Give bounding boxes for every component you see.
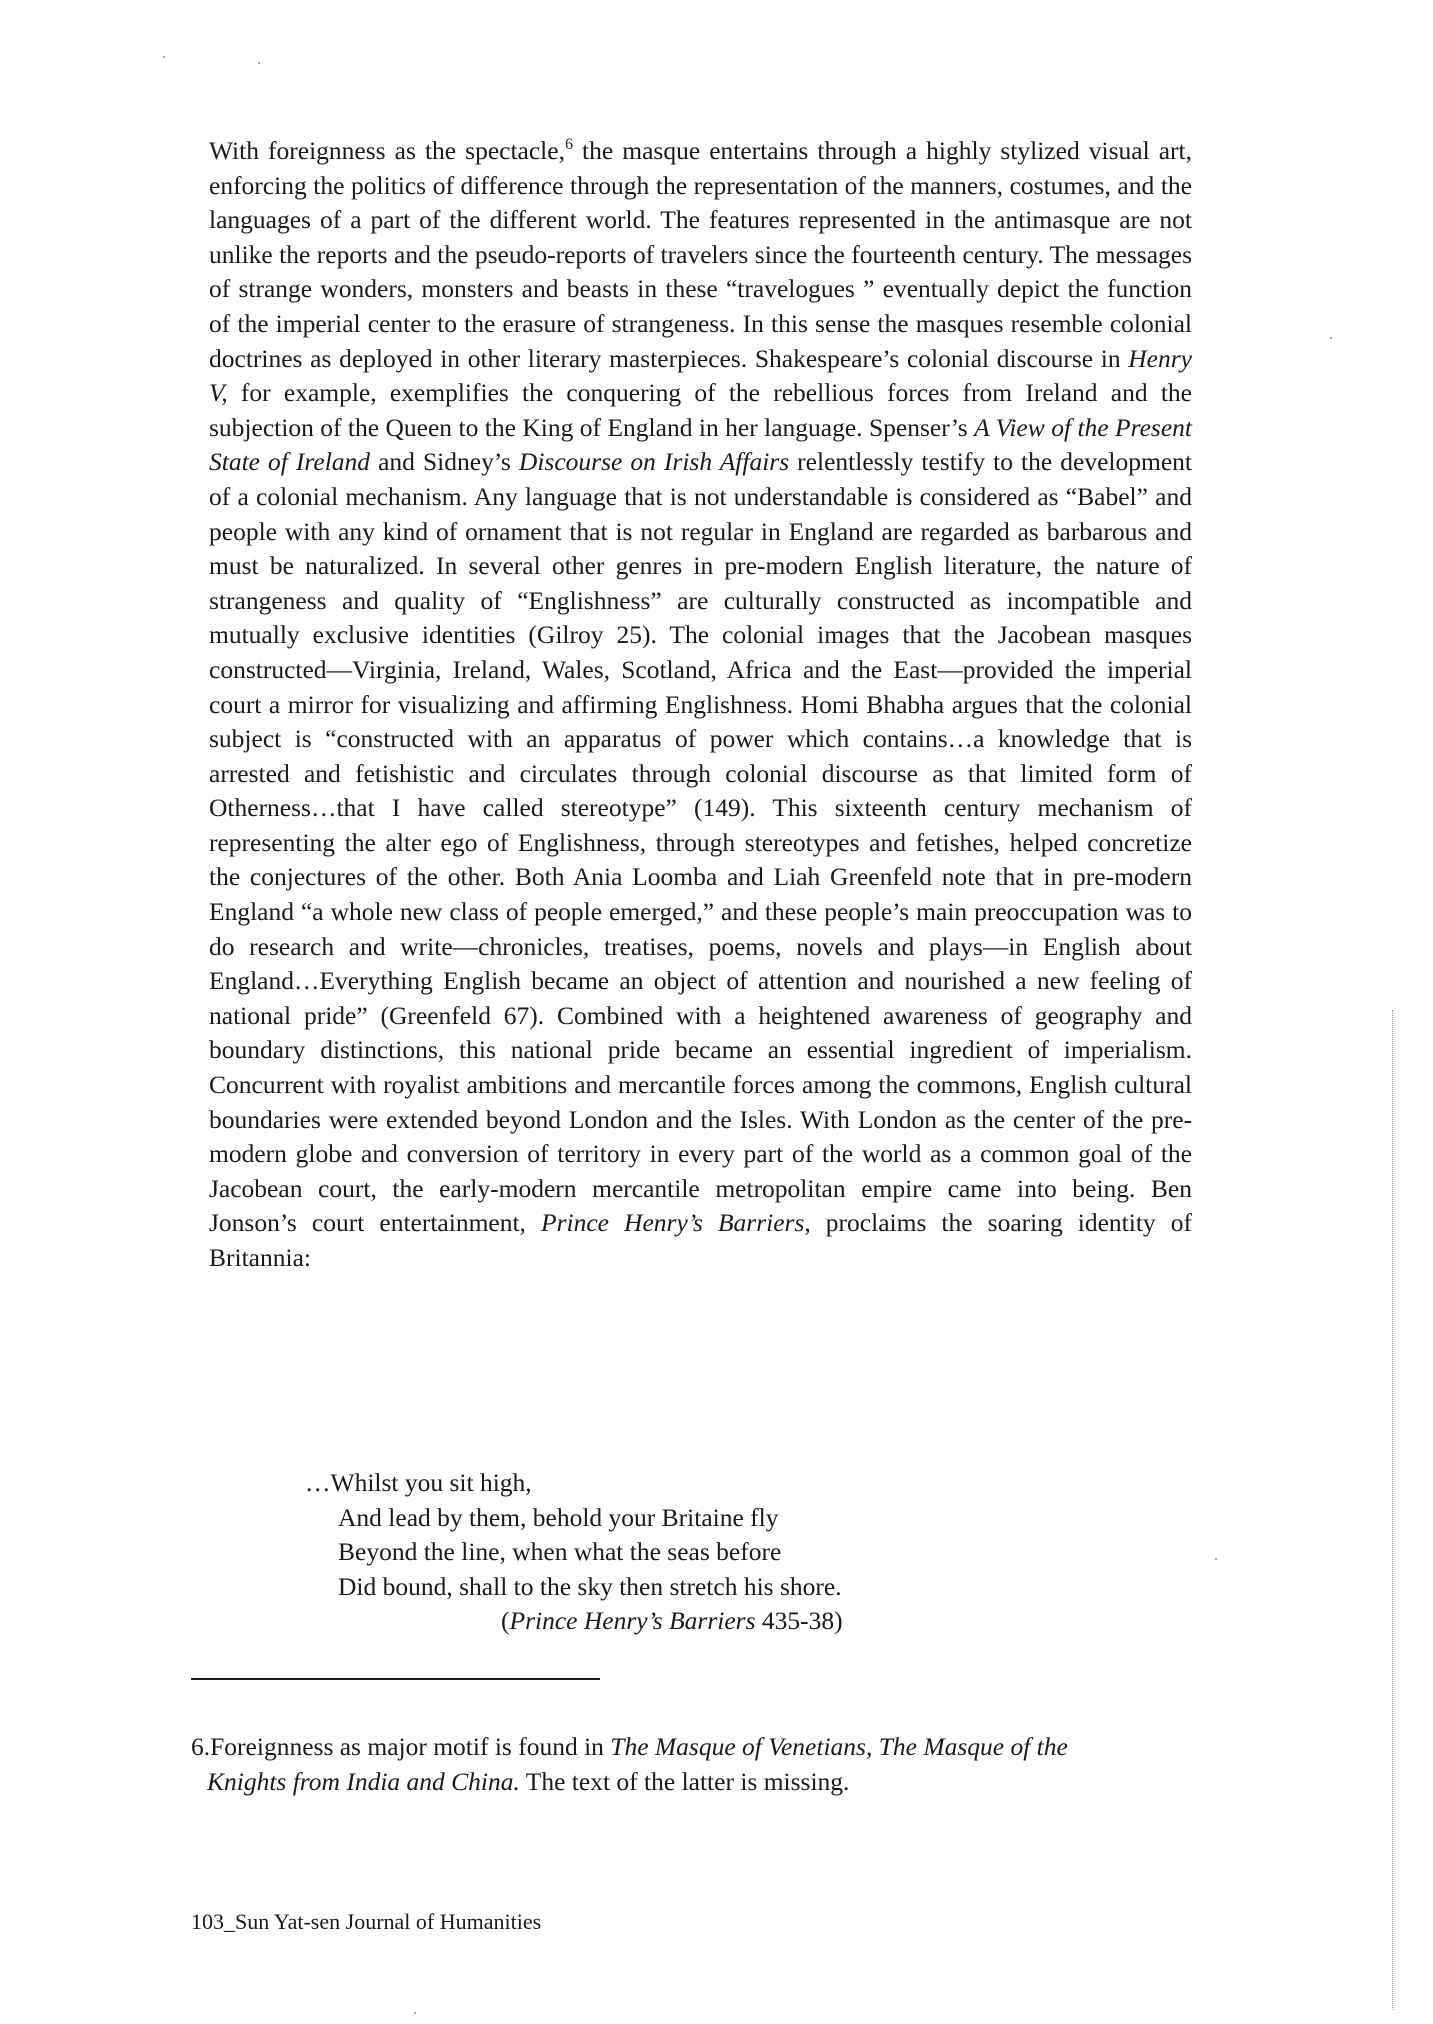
work-title-henry-v: Henry V, <box>209 343 1192 408</box>
body-paragraph <box>209 134 1192 1276</box>
body-text-segment: With foreignness as the spectacle, <box>209 136 565 165</box>
verse-line: Did bound, shall to the sky then stretch his shore. <box>338 1571 842 1601</box>
verse-line: And lead by them, behold your Britaine fly <box>338 1502 779 1532</box>
scan-speck <box>163 56 165 58</box>
footnote-text: The text of the latter is missing. <box>519 1766 850 1796</box>
page-footer: 103_Sun Yat-sen Journal of Humanities <box>191 1909 542 1934</box>
body-text-segment: and Sidney’s <box>370 447 519 477</box>
scan-speck <box>414 2012 416 2014</box>
body-text-segment: relentlessly testify to the development of a colonial mechanism. Any language that is not understandable is considered as “Babel” and people with any kind of ornament that is not regular in England are regarded as barbarous and must be naturalized. In several other genres in pre-modern English literature, the nature of strangeness and quality of “Englishness” are culturally constructed as incompatible and mutually exclusive identities (Gilroy 25). The colonial images that the Jacobean masques constructed—Virginia, Ireland, Wales, Scotland, Africa and the East—provided the imperial court a mirror for visualizing and affirming Englishness. Homi Bhabha argues that the colonial subject is “constructed with an apparatus of power which contains…a knowledge that is arrested and fetishistic and circulates through colonial discourse as that limited form of Otherness…that I have called stereotype” (149). This sixteenth century mechanism of representing the alter ego of Englishness, through stereotypes and fetishes, helped concretize the conjectures of the other. Both Ania Loomba and Liah Greenfeld note that in pre-modern England “a whole new class of people emerged,” and these people’s main preoccupation was to do research and write—chronicles, treatises, poems, novels and plays—in English about England…Everything English became an object of attention and nourished a new feeling of national pride” (Greenfeld 67). Combined with a heightened awareness of geography and boundary distinctions, this national pride became an essential ingredient of imperialism. Concurrent with royalist ambitions and mercantile forces among the commons, English cultural boundaries were extended beyond London and the Isles. With London as the center of the pre-modern globe and conversion of territory in every part of the world as a common goal of the Jacobean court, the early-modern mercantile metropolitan empire came into being. Ben Jonson’s court entertainment, <box>209 447 1192 1238</box>
citation-open-paren: ( <box>501 1606 510 1636</box>
verse-citation <box>501 1604 1005 1639</box>
body-text-segment: , proclaims the soaring identity of Britannia: <box>209 1208 1192 1272</box>
block-quote-verse <box>305 1466 1005 1639</box>
work-title-discourse-irish-affairs: Discourse on Irish Affairs <box>518 447 790 477</box>
work-title-prince-henrys-barriers: Prince Henry’s Barriers <box>541 1208 805 1238</box>
body-text-segment: the masque entertains through a highly stylized visual art, enforcing the politics of difference through the representation of the manners, costumes, and the languages of a part of the different world. The features represented in the antimasque are not unlike the reports and the pseudo-reports of travelers since the fourteenth century. The messages of strange wonders, monsters and beasts in these “travelogues ” eventually depict the function of the imperial center to the erasure of strangeness. In this sense the masques resemble colonial doctrines as deployed in other literary masterpieces. Shakespeare’s colonial discourse in <box>209 136 1192 373</box>
scan-speck <box>1330 337 1332 339</box>
body-text-segment: for example, exemplifies the conquering of the rebellious forces from Ireland and the subjection of the Queen to the King of England in her language. Spenser’s <box>209 378 1192 442</box>
work-title-view-of-ireland: A View of the Present State of Ireland <box>209 412 1192 477</box>
footnote-number: 6. <box>191 1732 211 1761</box>
verse-line: …Whilst you sit high, <box>305 1468 532 1497</box>
citation-title: Prince Henry’s Barriers <box>509 1606 756 1636</box>
footnote-marker[interactable]: 6 <box>564 136 573 153</box>
footnote <box>191 1730 1191 1799</box>
scan-speck <box>1215 1558 1217 1560</box>
citation-lines: 435-38) <box>755 1606 843 1636</box>
footnote-text: Foreignness as major motif is found in <box>210 1732 611 1761</box>
verse-line: Beyond the line, when what the seas before <box>338 1537 782 1567</box>
footnote-divider <box>191 1678 600 1680</box>
footnote-title: Knights from India and China. <box>207 1766 520 1796</box>
scan-speck <box>258 62 260 64</box>
footnote-title: The Masque of Venetians, The Masque of the <box>610 1732 1068 1761</box>
scan-edge-artifact <box>1392 1010 1393 2010</box>
